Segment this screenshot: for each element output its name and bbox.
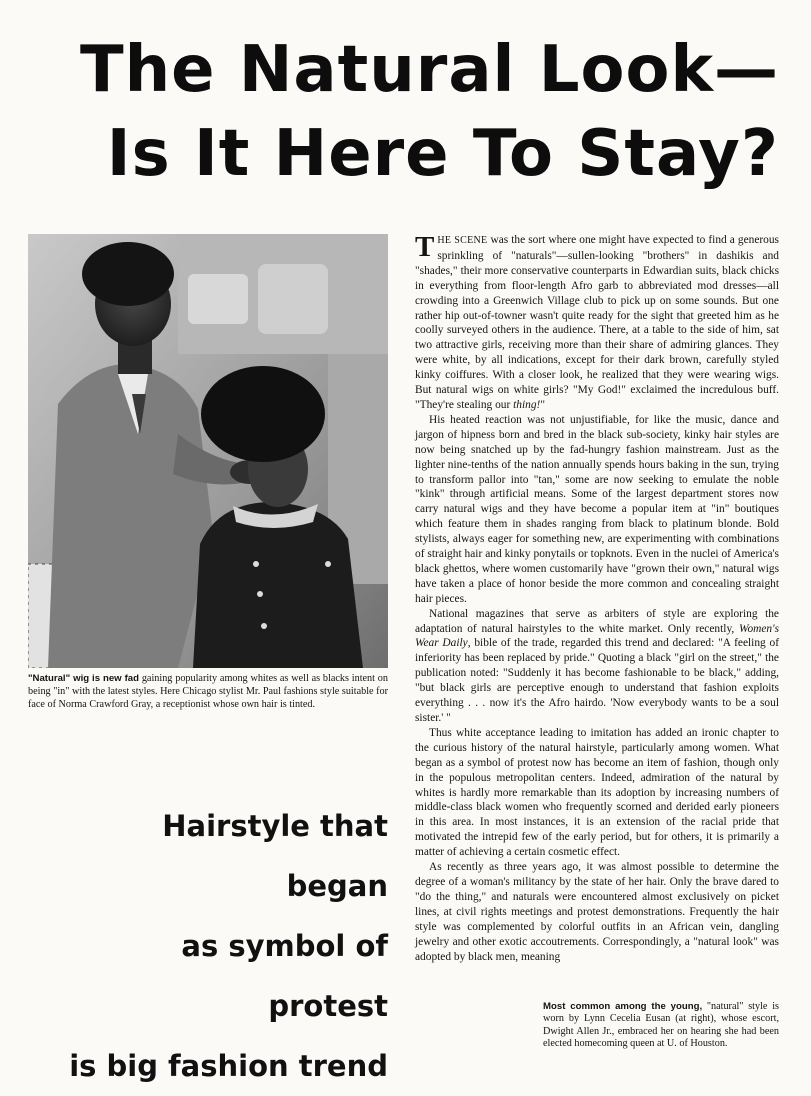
photo-caption-text: gaining popularity among whites as well as blacks intent on being "in" with the latest styles. Here Chicago stylist Mr. Paul fashions style suitable for face of Norma Crawford Gray, a receptionist whose own hair is tinted. xyxy=(28,673,388,710)
salon-photo-illustration xyxy=(28,234,388,668)
subheadline-line-3: is big fashion trend xyxy=(69,1049,388,1083)
bottom-caption xyxy=(543,1001,779,1051)
opening-small-caps: HE SCENE xyxy=(437,235,488,246)
salon-photo xyxy=(28,234,388,668)
subheadline-line-2: as symbol of protest xyxy=(181,929,388,1023)
photo-caption-lead: "Natural" wig is new fad xyxy=(28,673,139,684)
article-paragraph-1-italic: thing! xyxy=(513,398,541,411)
article-paragraph-3-italic: Women's Wear Daily xyxy=(415,622,779,650)
article-paragraph-4: Thus white acceptance leading to imitation has added an ironic chapter to the curious history of the natural hairstyle, particularly among women. What began as a symbol of protest now has become an item of fashion, though only in the populous metropolitan centers. Indeed, admiration of the natural by whites is hardly more remarkable than its adoption by increasing numbers of middle-class black women who frequently scorned and derided early pioneers in this area. In most instances, it is an extension of the racial pride that motivated the intrepid few of the early period, but for others, it is primarily a matter of achieving a certain cosmetic effect. xyxy=(415,726,779,859)
article-paragraph-2: His heated reaction was not unjustifiable, for like the music, dance and jargon of hipness born and bred in the black sub-society, kinky hair styles are now being snatched up by the fad-hungry fashion mainstream. Just as the lighter nine-tenths of the nation annually spends hours baking in the sun, trying to transform pallor into "tan," some are now seeking to emulate the noble "kink" through artificial means. Some of the largest department stores now carry natural wigs and they have become a popular item at "in" boutiques which feature them in shades ranging from black to platinum blonde. Bold stylists, always eager for something new, are experimenting with combinations of straight hair and kinky ponytails or topknots. Even in the nuclei of America's black ghettos, where women customarily have "grown their own," natural wigs have taken a place of honor beside the more common and concealing straight hair pieces. xyxy=(415,413,779,605)
drop-cap: T xyxy=(415,231,435,263)
article-paragraph-1 xyxy=(415,233,779,413)
article-paragraph-5: As recently as three years ago, it was almost possible to determine the degree of a woman's militancy by the state of her hair. Only the brave dared to "do the thing," and naturals were encountered almost exclusively on picket lines, at civil rights meetings and protest demonstrations. Frequently the hair style was complemented by colorful outfits in an African vein, dangling jewelry and other exotic accoutrements. Correspondingly, a "natural look" was adopted by black men, meaning xyxy=(415,861,779,963)
bottom-caption-text: "natural" style is worn by Lynn Cecelia Eusan (at right), whose escort, Dwight Allen Jr., embraced her on hearing she had been elected homecoming queen at U. of Houston. xyxy=(543,1001,779,1050)
subheadline-line-1: Hairstyle that began xyxy=(162,809,388,903)
subheadline xyxy=(58,796,388,1096)
article-paragraph-3-end: , bible of the trade, regarded this trend and declared: "A feeling of inferiority has been replaced by pride." Quoting a black "girl on the street," the publication noted: "Suddenly it has become fashionable to be black," adding, "but black girls are perceptive enough to understand that fashion exploits everything . . . now it's the Afro hairdo. 'Now everybody wants to be a soul sister.' " xyxy=(415,637,779,724)
article-paragraph-1-end: " xyxy=(540,398,545,411)
article-paragraph-3 xyxy=(415,607,779,726)
headline xyxy=(80,28,779,196)
headline-line-1: The Natural Look— xyxy=(79,33,779,107)
article-paragraph-3-start: National magazines that serve as arbiters of style are exploring the adaptation of natural hairstyles to the white market. Only recently, xyxy=(415,607,779,635)
bottom-caption-lead: Most common among the young, xyxy=(543,1001,703,1012)
article-body xyxy=(415,233,779,964)
headline-line-2: Is It Here To Stay? xyxy=(106,117,779,191)
article-paragraph-1-text: was the sort where one might have expected to find a generous sprinkling of "naturals"—sullen-looking "brothers" in dashikis and "shades," their more conservative counterparts in Edwardian suits, black chicks in everything from floor-length Afro garb to abbreviated mod dresses—all crowding into a Greenwich Village club to pick up on some sounds. But one rather hip out-of-towner wasn't quite ready for the sight that greeted him as he coolly surveyed others in the audience. There, at a table to the side of him, sat two attractive girls, receiving more than their share of admiring glances. They were white, by all indications, except for their dark brown, carefully styled kinky coiffures. With a closer look, he realized that they were wearing wigs. But natural wigs on white girls? "My God!" exclaimed the incredulous buff. "They're stealing our xyxy=(415,234,779,411)
photo-caption xyxy=(28,672,388,711)
